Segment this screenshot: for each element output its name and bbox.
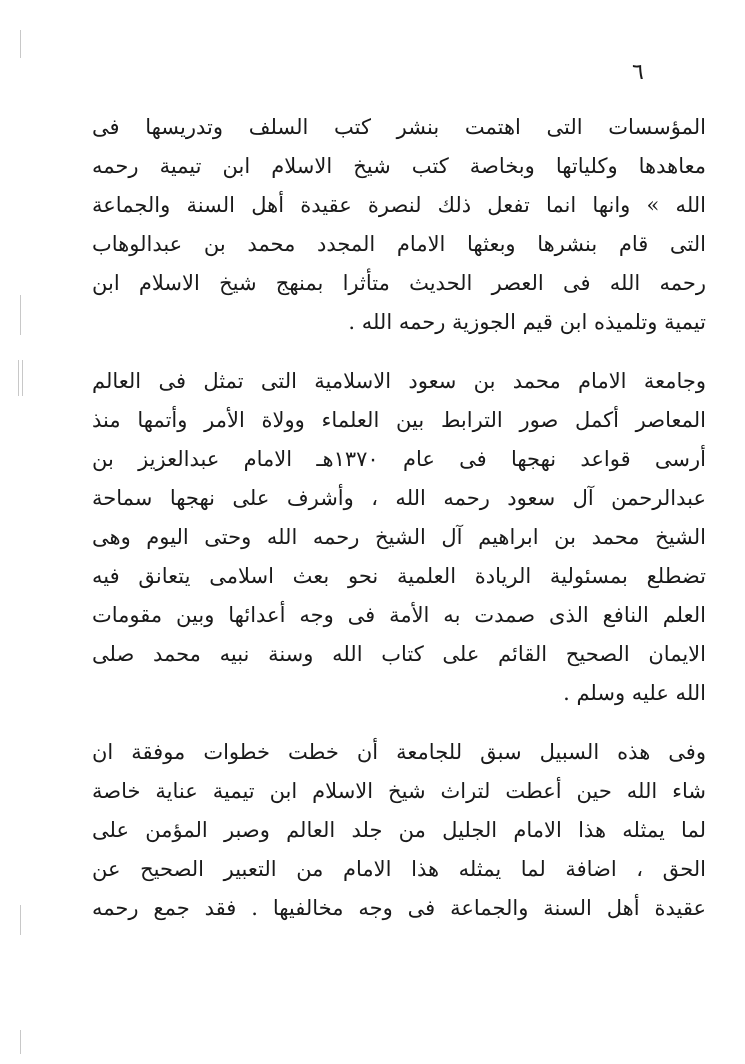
text-line: رحمه الله فى العصر الحديث متأثرا بمنهج شيخ الاسلام ابن <box>92 271 706 295</box>
text-line: المعاصر أكمل صور الترابط بين العلماء وولاة الأمر وأتمها منذ <box>92 408 706 432</box>
text-line: الحق ، اضافة لما يمثله هذا الامام من التعبير الصحيح عن <box>92 857 706 881</box>
text-line: أرسى قواعد نهجها فى عام ١٣٧٠هـ الامام عبدالعزيز بن <box>92 447 706 471</box>
scan-mark <box>20 905 21 935</box>
text-line: العلم النافع الذى صمدت به الأمة فى وجه أعدائها وبين مقومات <box>92 603 706 627</box>
scan-mark <box>20 295 21 335</box>
text-line: تيمية وتلميذه ابن قيم الجوزية رحمه الله . <box>348 310 706 334</box>
text-line: عبدالرحمن آل سعود رحمه الله ، وأشرف على نهجها سماحة <box>92 486 706 510</box>
scan-mark <box>20 1030 21 1054</box>
scan-mark <box>18 360 19 396</box>
text-line: وفى هذه السبيل سبق للجامعة أن خطت خطوات موفقة ان <box>92 740 706 764</box>
text-line: الله عليه وسلم . <box>563 681 706 705</box>
text-line: شاء الله حين أعطت لتراث شيخ الاسلام ابن تيمية عناية خاصة <box>92 779 706 803</box>
text-line: الله » وانها انما تفعل ذلك لنصرة عقيدة أهل السنة والجماعة <box>92 193 706 217</box>
text-line: المؤسسات التى اهتمت بنشر كتب السلف وتدريسها فى <box>92 115 706 139</box>
text-line: لما يمثله هذا الامام الجليل من جلد العالم وصبر المؤمن على <box>92 818 706 842</box>
text-line: عقيدة أهل السنة والجماعة فى وجه مخالفيها . فقد جمع رحمه <box>92 896 706 920</box>
text-line: تضطلع بمسئولية الريادة العلمية نحو بعث اسلامى يتعانق فيه <box>92 564 706 588</box>
scan-mark <box>22 360 23 396</box>
text-line: الشيخ محمد بن ابراهيم آل الشيخ رحمه الله وحتى اليوم وهى <box>92 525 706 549</box>
text-line: معاهدها وكلياتها وبخاصة كتب شيخ الاسلام ابن تيمية رحمه <box>92 154 706 178</box>
text-line: وجامعة الامام محمد بن سعود الاسلامية التى تمثل فى العالم <box>92 369 706 393</box>
text-line: التى قام بنشرها وبعثها الامام المجدد محمد بن عبدالوهاب <box>92 232 706 256</box>
scan-mark <box>20 30 21 58</box>
page-number: ٦ <box>632 60 644 85</box>
text-line: الايمان الصحيح القائم على كتاب الله وسنة نبيه محمد صلى <box>92 642 706 666</box>
